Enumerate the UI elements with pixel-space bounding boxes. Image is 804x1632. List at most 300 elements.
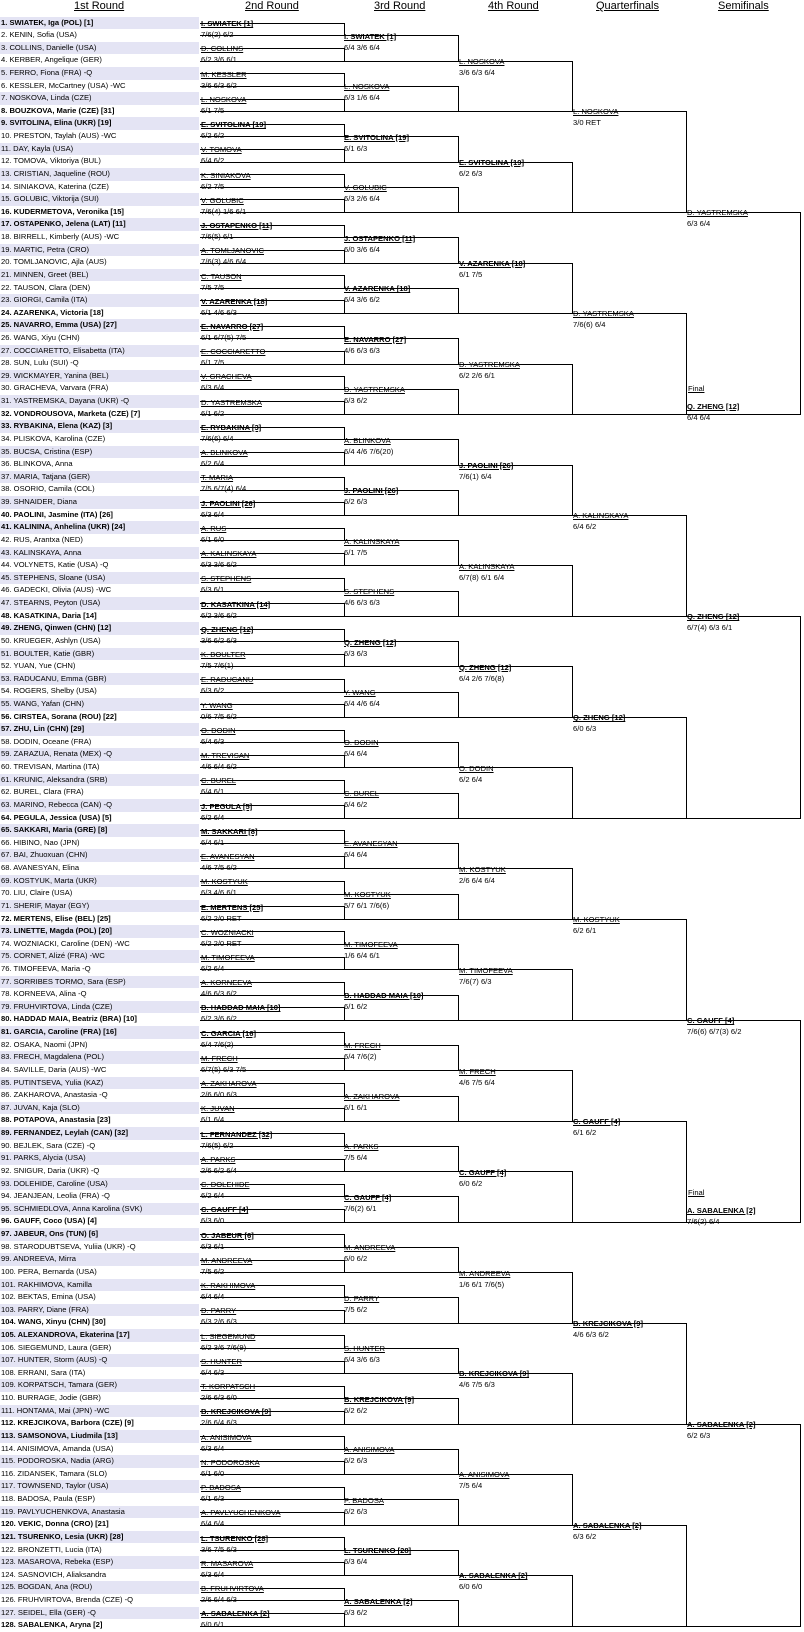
match-winner-name[interactable] <box>201 1180 250 1190</box>
match-winner-name[interactable] <box>201 1130 272 1140</box>
bracket-line <box>200 1588 344 1589</box>
match-winner-name[interactable] <box>201 701 233 711</box>
match-winner-name[interactable] <box>344 839 398 849</box>
round1-entry[interactable]: 56. CIRSTEA, Sorana (ROU) [22] <box>1 711 117 721</box>
round1-entry[interactable]: 27. COCCIARETTO, Elisabetta (ITA) <box>0 345 199 358</box>
match-score: 6/3 6/4 <box>344 1557 368 1567</box>
match-winner-name[interactable] <box>459 360 520 370</box>
bracket-line <box>200 225 344 226</box>
bracket-line <box>344 439 458 440</box>
match-winner-name[interactable] <box>687 1016 734 1026</box>
match-winner-name[interactable] <box>201 852 255 862</box>
match-winner-name[interactable] <box>573 713 625 723</box>
match-winner-name[interactable] <box>687 208 748 218</box>
round1-entry[interactable]: 34. PLISKOVA, Karolina (CZE) <box>1 433 106 443</box>
round1-entry[interactable]: 76. TIMOFEEVA, Maria -Q <box>1 964 91 973</box>
match-winner-name[interactable] <box>344 738 379 748</box>
bracket-line <box>200 1348 344 1349</box>
bracket-line <box>344 1121 458 1122</box>
match-winner-name[interactable] <box>459 57 504 67</box>
match-winner-name[interactable] <box>344 1344 385 1354</box>
bracket-line <box>458 1323 572 1324</box>
match-winner-name[interactable] <box>201 398 262 408</box>
match-winner-name[interactable] <box>344 436 391 446</box>
match-winner-name[interactable] <box>344 486 398 496</box>
round1-entry[interactable]: 60. TREVISAN, Martina (ITA) <box>1 762 100 772</box>
round1-entry[interactable]: 55. WANG, Yafan (CHN) <box>0 698 199 711</box>
bracket-line <box>344 515 458 516</box>
match-winner-name[interactable] <box>201 524 226 534</box>
match-winner-name[interactable] <box>201 44 243 54</box>
round1-entry[interactable]: 82. OSAKA, Naomi (JPN) <box>1 1039 88 1049</box>
round1-entry[interactable]: 3. COLLINS, Danielle (USA) <box>0 42 199 55</box>
bracket-line <box>200 502 344 503</box>
round1-entry[interactable]: 28. SUN, Lulu (SUI) -Q <box>1 358 79 368</box>
round1-entry[interactable]: 96. GAUFF, Coco (USA) [4] <box>1 1216 97 1226</box>
match-winner-name[interactable] <box>344 183 387 193</box>
match-winner-name[interactable] <box>344 133 409 143</box>
round1-entry[interactable]: 110. BURRAGE, Jodie (GBR) <box>1 1393 101 1403</box>
round1-entry[interactable]: 101. RAKHIMOVA, Kamilla <box>0 1279 199 1292</box>
round1-entry[interactable]: 32. VONDROUSOVA, Marketa (CZE) [7] <box>1 408 141 418</box>
round1-entry[interactable]: 21. MINNEN, Greet (BEL) <box>0 269 199 282</box>
bracket-line <box>200 1032 344 1033</box>
match-winner-name[interactable] <box>201 726 236 736</box>
bracket-line <box>686 818 800 819</box>
match-winner-name[interactable] <box>201 1205 248 1215</box>
round1-entry[interactable]: 20. TOMLJANOVIC, Ajla (AUS) <box>1 257 107 267</box>
match-winner-name[interactable] <box>201 372 252 382</box>
round1-entry[interactable]: 120. VEKIC, Donna (CRO) [21] <box>1 1519 109 1529</box>
round1-entry[interactable]: 112. KREJCIKOVA, Barbora (CZE) [9] <box>1 1418 134 1428</box>
match-winner-name[interactable] <box>201 1281 255 1291</box>
match-winner-name[interactable] <box>459 865 506 875</box>
round1-entry[interactable]: 52. YUAN, Yue (CHN) <box>1 661 76 671</box>
round1-entry[interactable]: 83. FRECH, Magdalena (POL) <box>0 1051 199 1064</box>
round1-entry[interactable]: 86. ZAKHAROVA, Anastasia -Q <box>1 1090 108 1100</box>
match-winner-name[interactable] <box>459 1571 528 1581</box>
match-winner-name[interactable] <box>344 537 399 547</box>
match-winner-name[interactable] <box>201 776 236 786</box>
match-score: 4/6 6/3 6/3 <box>344 598 380 608</box>
round1-entry[interactable]: 10. PRESTON, Taylah (AUS) -WC <box>1 131 117 141</box>
match-winner-name[interactable] <box>201 978 252 988</box>
round1-entry[interactable]: 23. GIORGI, Camila (ITA) <box>0 294 199 307</box>
bracket-line <box>344 364 458 365</box>
match-winner-name[interactable] <box>344 1395 414 1405</box>
round1-entry[interactable]: 43. KALINSKAYA, Anna <box>0 547 199 560</box>
match-winner-name[interactable] <box>201 1306 236 1316</box>
round1-entry[interactable]: 9. SVITOLINA, Elina (UKR) [19] <box>0 117 199 130</box>
round1-entry[interactable]: 69. KOSTYUK, Marta (UKR) <box>0 875 199 888</box>
round1-entry[interactable]: 121. TSURENKO, Lesia (UKR) [28] <box>0 1531 199 1544</box>
round1-entry[interactable]: 41. KALININA, Anhelina (UKR) [24] <box>0 521 199 534</box>
match-winner-name[interactable] <box>201 221 272 231</box>
round1-entry[interactable]: 18. BIRRELL, Kimberly (AUS) -WC <box>1 232 120 242</box>
match-winner-name[interactable] <box>201 473 233 483</box>
round1-entry[interactable]: 72. MERTENS, Elise (BEL) [25] <box>1 913 111 923</box>
round1-entry[interactable]: 42. RUS, Arantxa (NED) <box>1 534 83 544</box>
match-winner-name[interactable] <box>459 764 494 774</box>
round1-entry[interactable]: 125. BOGDAN, Ana (ROU) <box>0 1581 199 1594</box>
round1-entry[interactable]: 128. SABALENKA, Aryna [2] <box>1 1620 103 1630</box>
match-winner-name[interactable] <box>573 915 620 925</box>
match-winner-name[interactable] <box>201 1559 253 1569</box>
round1-entry[interactable]: 50. KRUEGER, Ashlyn (USA) <box>1 635 101 645</box>
match-winner-name[interactable] <box>459 461 513 471</box>
match-winner-name[interactable] <box>201 120 266 130</box>
round1-entry[interactable]: 51. BOULTER, Katie (GBR) <box>0 648 199 661</box>
round1-entry[interactable]: 77. SORRIBES TORMO, Sara (ESP) <box>0 976 199 989</box>
match-winner-name[interactable] <box>201 877 248 887</box>
round1-entry[interactable]: 44. VOLYNETS, Katie (USA) -Q <box>1 560 109 570</box>
match-winner-name[interactable] <box>459 966 513 976</box>
round1-entry[interactable]: 67. BAI, Zhuoxuan (CHN) <box>0 849 199 862</box>
bracket-line <box>200 376 344 377</box>
bracket-line <box>686 616 800 617</box>
round1-entry[interactable]: 24. AZARENKA, Victoria [18] <box>1 307 104 317</box>
round1-entry[interactable]: 26. WANG, Xiyu (CHN) <box>1 333 80 342</box>
round1-entry[interactable]: 17. OSTAPENKO, Jelena (LAT) [11] <box>0 218 199 231</box>
round1-entry[interactable]: 94. JEANJEAN, Leolia (FRA) -Q <box>1 1191 110 1201</box>
match-winner-name[interactable] <box>344 1243 395 1253</box>
match-winner-name[interactable] <box>201 246 264 256</box>
round1-entry[interactable]: 79. FRUHVIRTOVA, Linda (CZE) <box>0 1001 199 1014</box>
match-winner-name[interactable] <box>201 145 242 155</box>
match-winner-name[interactable] <box>344 1294 379 1304</box>
match-winner-name[interactable] <box>344 1092 400 1102</box>
match-winner-name[interactable] <box>344 789 379 799</box>
bracket-line <box>344 742 458 743</box>
round1-entry[interactable]: 107. HUNTER, Storm (AUS) -Q <box>0 1354 199 1367</box>
round1-entry[interactable]: 37. MARIA, Tatjana (GER) <box>0 471 199 484</box>
round1-entry[interactable]: 98. STARODUBTSEVA, Yuliia (UKR) -Q <box>1 1241 136 1251</box>
match-winner-name[interactable] <box>459 1269 510 1279</box>
match-winner-name[interactable] <box>201 1003 280 1013</box>
bracket-line <box>458 666 572 667</box>
match-winner-name[interactable] <box>459 259 525 269</box>
round1-entry[interactable]: 65. SAKKARI, Maria (GRE) [8] <box>0 824 199 837</box>
round1-entry[interactable]: 63. MARINO, Rebecca (CAN) -Q <box>0 799 199 812</box>
bracket-line <box>344 1247 458 1248</box>
round1-entry[interactable]: 8. BOUZKOVA, Marie (CZE) [31] <box>1 105 115 115</box>
match-winner-name[interactable] <box>573 1319 643 1329</box>
match-winner-name[interactable] <box>344 991 423 1001</box>
round1-entry[interactable]: 39. SHNAIDER, Diana <box>0 496 199 509</box>
match-winner-name[interactable] <box>201 423 261 433</box>
match-winner-name[interactable] <box>344 32 396 42</box>
bracket-line <box>200 944 344 945</box>
match-winner-name[interactable] <box>573 107 618 117</box>
round1-entry[interactable]: 22. TAUSON, Clara (DEN) <box>1 282 91 292</box>
round1-entry[interactable]: 117. TOWNSEND, Taylor (USA) <box>0 1480 199 1493</box>
match-winner-name[interactable] <box>201 953 255 963</box>
match-winner-name[interactable] <box>201 1382 255 1392</box>
match-winner-name[interactable] <box>344 1546 411 1556</box>
match-winner-name[interactable] <box>573 309 634 319</box>
round1-entry[interactable]: 84. SAVILLE, Daria (AUS) -WC <box>1 1064 107 1074</box>
match-winner-name[interactable] <box>344 1496 384 1506</box>
match-winner-name[interactable] <box>201 903 263 913</box>
round1-entry[interactable]: 111. HONTAMA, Mai (JPN) -WC <box>0 1405 199 1418</box>
round1-entry[interactable]: 80. HADDAD MAIA, Beatriz (BRA) [10] <box>1 1014 137 1024</box>
match-winner-name[interactable] <box>201 171 251 181</box>
bracket-line <box>200 919 344 920</box>
match-winner-name[interactable] <box>201 1483 241 1493</box>
match-winner-name[interactable] <box>344 284 410 294</box>
round1-entry[interactable]: 70. LIU, Claire (USA) <box>1 888 73 898</box>
round1-entry[interactable]: 105. ALEXANDROVA, Ekaterina [17] <box>0 1329 199 1342</box>
round1-entry[interactable]: 122. BRONZETTI, Lucia (ITA) <box>1 1544 102 1554</box>
match-winner-name[interactable] <box>201 448 248 458</box>
match-winner-name[interactable] <box>344 1597 413 1607</box>
match-winner-name[interactable] <box>459 1168 506 1178</box>
match-score: 5/7 6/1 7/6(6) <box>344 900 390 910</box>
round1-entry[interactable]: 116. ZIDANSEK, Tamara (SLO) <box>1 1468 108 1478</box>
round1-entry[interactable]: 75. CORNET, Alizé (FRA) -WC <box>0 950 199 963</box>
round1-entry[interactable]: 74. WOZNIACKI, Caroline (DEN) -WC <box>1 938 130 948</box>
round1-entry[interactable]: 7. NOSKOVA, Linda (CZE) <box>0 92 199 105</box>
round1-entry[interactable]: 58. DODIN, Oceane (FRA) <box>1 736 92 746</box>
match-winner-name[interactable] <box>201 1029 256 1039</box>
bracket-line <box>200 742 344 743</box>
bracket-line <box>344 1474 458 1475</box>
round1-entry[interactable]: 97. JABEUR, Ons (TUN) [6] <box>0 1228 199 1241</box>
round1-entry[interactable]: 109. KORPATSCH, Tamara (GER) <box>0 1379 199 1392</box>
match-winner-name[interactable] <box>201 1231 254 1241</box>
round1-entry[interactable]: 78. KORNEEVA, Alina -Q <box>1 989 87 999</box>
round1-entry[interactable]: 53. RADUCANU, Emma (GBR) <box>0 673 199 686</box>
match-winner-name[interactable] <box>201 751 249 761</box>
bracket-line <box>200 1083 344 1084</box>
bracket-line <box>572 263 573 314</box>
bracket-line <box>458 995 459 1021</box>
match-winner-name[interactable] <box>201 1332 255 1342</box>
round1-entry[interactable]: 54. ROGERS, Shelby (USA) <box>1 686 97 696</box>
round1-entry[interactable]: 14. SINIAKOVA, Katerina (CZE) <box>1 181 109 191</box>
match-winner-name[interactable] <box>459 1470 510 1480</box>
match-winner-name[interactable] <box>201 1534 268 1544</box>
match-winner-name[interactable] <box>201 802 252 812</box>
match-score: 7/6(1) 6/4 <box>459 471 492 481</box>
round1-entry[interactable]: 123. MASAROVA, Rebeka (ESP) <box>0 1556 199 1569</box>
match-winner-name[interactable] <box>344 1193 391 1203</box>
match-winner-name[interactable] <box>687 612 739 622</box>
round1-entry[interactable]: 61. KRUNIC, Aleksandra (SRB) <box>0 774 199 787</box>
bracket-line <box>200 1537 344 1538</box>
match-winner-name[interactable] <box>201 549 256 559</box>
round1-entry[interactable]: 108. ERRANI, Sara (ITA) <box>1 1367 86 1377</box>
match-score: 6/7(4) 6/3 6/1 <box>687 623 733 633</box>
round1-entry[interactable]: 81. GARCIA, Caroline (FRA) [16] <box>0 1026 199 1039</box>
match-winner-name[interactable] <box>201 625 253 635</box>
match-winner-name[interactable] <box>201 196 244 206</box>
match-winner-name[interactable] <box>201 1079 257 1089</box>
match-winner-name[interactable] <box>201 347 265 357</box>
round1-entry[interactable]: 13. CRISTIAN, Jaqueline (ROU) <box>0 168 199 181</box>
round1-entry[interactable]: 31. YASTREMSKA, Dayana (UKR) -Q <box>0 395 199 408</box>
round1-entry[interactable]: 49. ZHENG, Qinwen (CHN) [12] <box>0 622 199 635</box>
bracket-line <box>344 86 458 87</box>
round1-entry[interactable]: 30. GRACHEVA, Varvara (FRA) <box>1 383 109 393</box>
match-winner-name[interactable] <box>344 1445 395 1455</box>
match-winner-name[interactable] <box>201 70 247 80</box>
round1-entry[interactable]: 35. BUCSA, Cristina (ESP) <box>0 446 199 459</box>
match-winner-name[interactable] <box>459 562 514 572</box>
round1-entry[interactable]: 15. GOLUBIC, Viktorija (SUI) <box>0 193 199 206</box>
round1-entry[interactable]: 48. KASATKINA, Daria [14] <box>1 610 97 620</box>
match-winner-name[interactable] <box>687 1420 756 1430</box>
round1-entry[interactable]: 106. SIEGEMUND, Laura (GER) <box>1 1342 112 1352</box>
bracket-line <box>200 1209 344 1210</box>
match-winner-name[interactable] <box>201 675 253 685</box>
bracket-line <box>458 187 459 213</box>
round1-entry[interactable]: 46. GADECKI, Olivia (AUS) -WC <box>1 585 112 595</box>
bracket-line <box>200 1562 344 1563</box>
round1-entry[interactable]: 126. FRUHVIRTOVA, Brenda (CZE) -Q <box>1 1595 134 1604</box>
match-winner-name[interactable] <box>201 1357 242 1367</box>
match-winner-name[interactable] <box>459 1369 529 1379</box>
round1-entry[interactable]: 25. NAVARRO, Emma (USA) [27] <box>0 319 199 332</box>
match-winner-name[interactable] <box>344 82 389 92</box>
match-winner-name[interactable]: Q. ZHENG [12] <box>687 402 740 411</box>
match-winner-name[interactable] <box>573 1117 620 1127</box>
bracket-line <box>572 61 573 112</box>
round1-entry[interactable]: 1. SWIATEK, Iga (POL) [1] <box>0 17 199 30</box>
round1-entry[interactable]: 104. WANG, Xinyu (CHN) [30] <box>1 1317 106 1327</box>
bracket-line <box>200 452 344 453</box>
round1-entry[interactable]: 87. JUVAN, Kaja (SLO) <box>0 1102 199 1115</box>
round1-entry[interactable]: 99. ANDREEVA, Mirra <box>0 1253 199 1266</box>
bracket-line <box>572 111 686 112</box>
match-winner-name[interactable] <box>201 928 254 938</box>
match-winner-name[interactable] <box>459 1067 496 1077</box>
round1-entry[interactable]: 29. WICKMAYER, Yanina (BEL) <box>0 370 199 383</box>
bracket-line <box>200 1512 344 1513</box>
bracket-line <box>200 540 344 541</box>
round1-entry[interactable]: 92. SNIGUR, Daria (UKR) -Q <box>1 1165 100 1175</box>
match-score: 6/3 2/6 6/4 <box>344 194 380 204</box>
match-winner-name[interactable] <box>344 1142 378 1152</box>
round1-entry[interactable]: 91. PARKS, Alycia (USA) <box>0 1152 199 1165</box>
bracket-line <box>200 212 344 213</box>
bracket-line <box>344 919 458 920</box>
round1-entry[interactable]: 59. ZARAZUA, Renata (MEX) -Q <box>0 748 199 761</box>
round1-entry[interactable]: 100. PERA, Bernarda (USA) <box>1 1266 97 1276</box>
round1-entry[interactable]: 2. KENIN, Sofia (USA) <box>1 30 77 40</box>
round1-entry[interactable]: 73. LINETTE, Magda (POL) [20] <box>0 925 199 938</box>
round1-entry[interactable]: 71. SHERIF, Mayar (EGY) <box>0 900 199 913</box>
match-score: 6/4 3/6 6/2 <box>344 295 380 305</box>
match-winner-name[interactable] <box>573 511 628 521</box>
match-winner-name[interactable] <box>201 574 251 584</box>
round1-entry[interactable]: 36. BLINKOVA, Anna <box>1 459 73 469</box>
round1-entry[interactable]: 6. KESSLER, McCartney (USA) -WC <box>1 80 126 90</box>
round1-entry[interactable]: 127. SEIDEL, Ella (GER) -Q <box>0 1607 199 1620</box>
match-winner-name[interactable] <box>201 1609 270 1619</box>
match-winner-name[interactable] <box>201 272 242 282</box>
bracket-line <box>200 818 344 819</box>
match-winner-name[interactable] <box>201 1407 271 1417</box>
round1-entry[interactable]: 40. PAOLINI, Jasmine (ITA) [26] <box>1 509 113 519</box>
round1-entry[interactable]: 85. PUTINTSEVA, Yulia (KAZ) <box>0 1077 199 1090</box>
match-winner-name[interactable] <box>344 234 415 244</box>
round1-entry[interactable]: 95. SCHMIEDLOVA, Anna Karolina (SVK) <box>0 1203 199 1216</box>
match-winner-name[interactable] <box>201 322 263 332</box>
match-winner-name[interactable] <box>344 638 396 648</box>
round1-entry[interactable]: 64. PEGULA, Jessica (USA) [5] <box>1 812 112 822</box>
match-winner-name[interactable] <box>201 1433 252 1443</box>
round1-entry[interactable]: 33. RYBAKINA, Elena (KAZ) [3] <box>0 420 199 433</box>
round1-entry[interactable]: 62. BUREL, Clara (FRA) <box>1 787 84 797</box>
match-winner-name[interactable] <box>344 1041 381 1051</box>
bracket-line <box>344 1499 458 1500</box>
match-winner-name[interactable] <box>344 890 391 900</box>
match-winner-name[interactable] <box>344 587 394 597</box>
round1-entry[interactable]: 16. KUDERMETOVA, Veronika [15] <box>1 206 124 216</box>
round1-entry[interactable]: 89. FERNANDEZ, Leylah (CAN) [32] <box>0 1127 199 1140</box>
match-winner-name[interactable] <box>201 600 270 610</box>
round1-entry[interactable]: 114. ANISIMOVA, Amanda (USA) <box>1 1443 114 1453</box>
round1-entry[interactable]: 68. AVANESYAN, Elina <box>1 863 80 873</box>
round1-entry[interactable]: 38. OSORIO, Camila (COL) <box>1 484 95 494</box>
bracket-line <box>200 187 344 188</box>
match-winner-name[interactable] <box>201 1256 252 1266</box>
match-winner-name[interactable]: A. SABALENKA [2] <box>687 1206 756 1215</box>
match-winner-name[interactable] <box>344 335 406 345</box>
match-winner-name[interactable] <box>344 385 405 395</box>
round1-entry[interactable]: 19. MARTIC, Petra (CRO) <box>0 244 199 257</box>
round1-entry[interactable]: 102. BEKTAS, Emina (USA) <box>1 1292 96 1302</box>
match-winner-name[interactable] <box>201 650 246 660</box>
match-winner-name[interactable] <box>201 1054 238 1064</box>
round1-entry[interactable]: 5. FERRO, Fiona (FRA) -Q <box>0 67 199 80</box>
round1-entry[interactable]: 66. HIBINO, Nao (JPN) <box>1 837 80 847</box>
round1-entry[interactable]: 47. STEARNS, Peyton (USA) <box>0 597 199 610</box>
round1-entry[interactable]: 115. PODOROSKA, Nadia (ARG) <box>0 1455 199 1468</box>
match-winner-name[interactable] <box>201 19 253 29</box>
match-winner-name[interactable] <box>344 688 376 698</box>
round1-entry[interactable]: 12. TOMOVA, Viktoriya (BUL) <box>1 156 101 166</box>
round1-entry[interactable]: 103. PARRY, Diane (FRA) <box>0 1304 199 1317</box>
round1-entry[interactable]: 113. SAMSONOVA, Liudmila [13] <box>0 1430 199 1443</box>
round1-entry[interactable]: 119. PAVLYUCHENKOVA, Anastasia <box>0 1506 199 1519</box>
match-winner-name[interactable] <box>201 1508 281 1518</box>
match-winner-name[interactable] <box>459 663 511 673</box>
match-winner-name[interactable] <box>459 158 524 168</box>
match-winner-name[interactable] <box>201 1104 235 1114</box>
match-winner-name[interactable] <box>573 1521 642 1531</box>
match-winner-name[interactable] <box>201 827 258 837</box>
round1-entry[interactable]: 90. BEJLEK, Sara (CZE) -Q <box>1 1140 96 1150</box>
match-winner-name[interactable] <box>344 940 398 950</box>
round1-entry[interactable]: 124. SASNOVICH, Aliaksandra <box>1 1569 107 1579</box>
bracket-line <box>200 1070 344 1071</box>
round1-entry[interactable]: 45. STEPHENS, Sloane (USA) <box>0 572 199 585</box>
round1-entry[interactable]: 11. DAY, Kayla (USA) <box>0 143 199 156</box>
round1-entry[interactable]: 57. ZHU, Lin (CHN) [29] <box>0 723 199 736</box>
round1-entry[interactable]: 93. DOLEHIDE, Caroline (USA) <box>0 1178 199 1191</box>
round1-entry[interactable]: 88. POTAPOVA, Anastasia [23] <box>1 1115 111 1125</box>
round1-entry[interactable]: 4. KERBER, Angelique (GER) <box>1 55 102 65</box>
match-winner-name[interactable] <box>201 1584 264 1594</box>
match-winner-name[interactable] <box>201 297 267 307</box>
match-winner-name[interactable] <box>201 1155 235 1165</box>
match-winner-name[interactable] <box>201 95 246 105</box>
match-winner-name[interactable] <box>201 499 255 509</box>
match-winner-name[interactable] <box>201 1458 260 1468</box>
round1-entry[interactable]: 118. BADOSA, Paula (ESP) <box>1 1494 95 1504</box>
